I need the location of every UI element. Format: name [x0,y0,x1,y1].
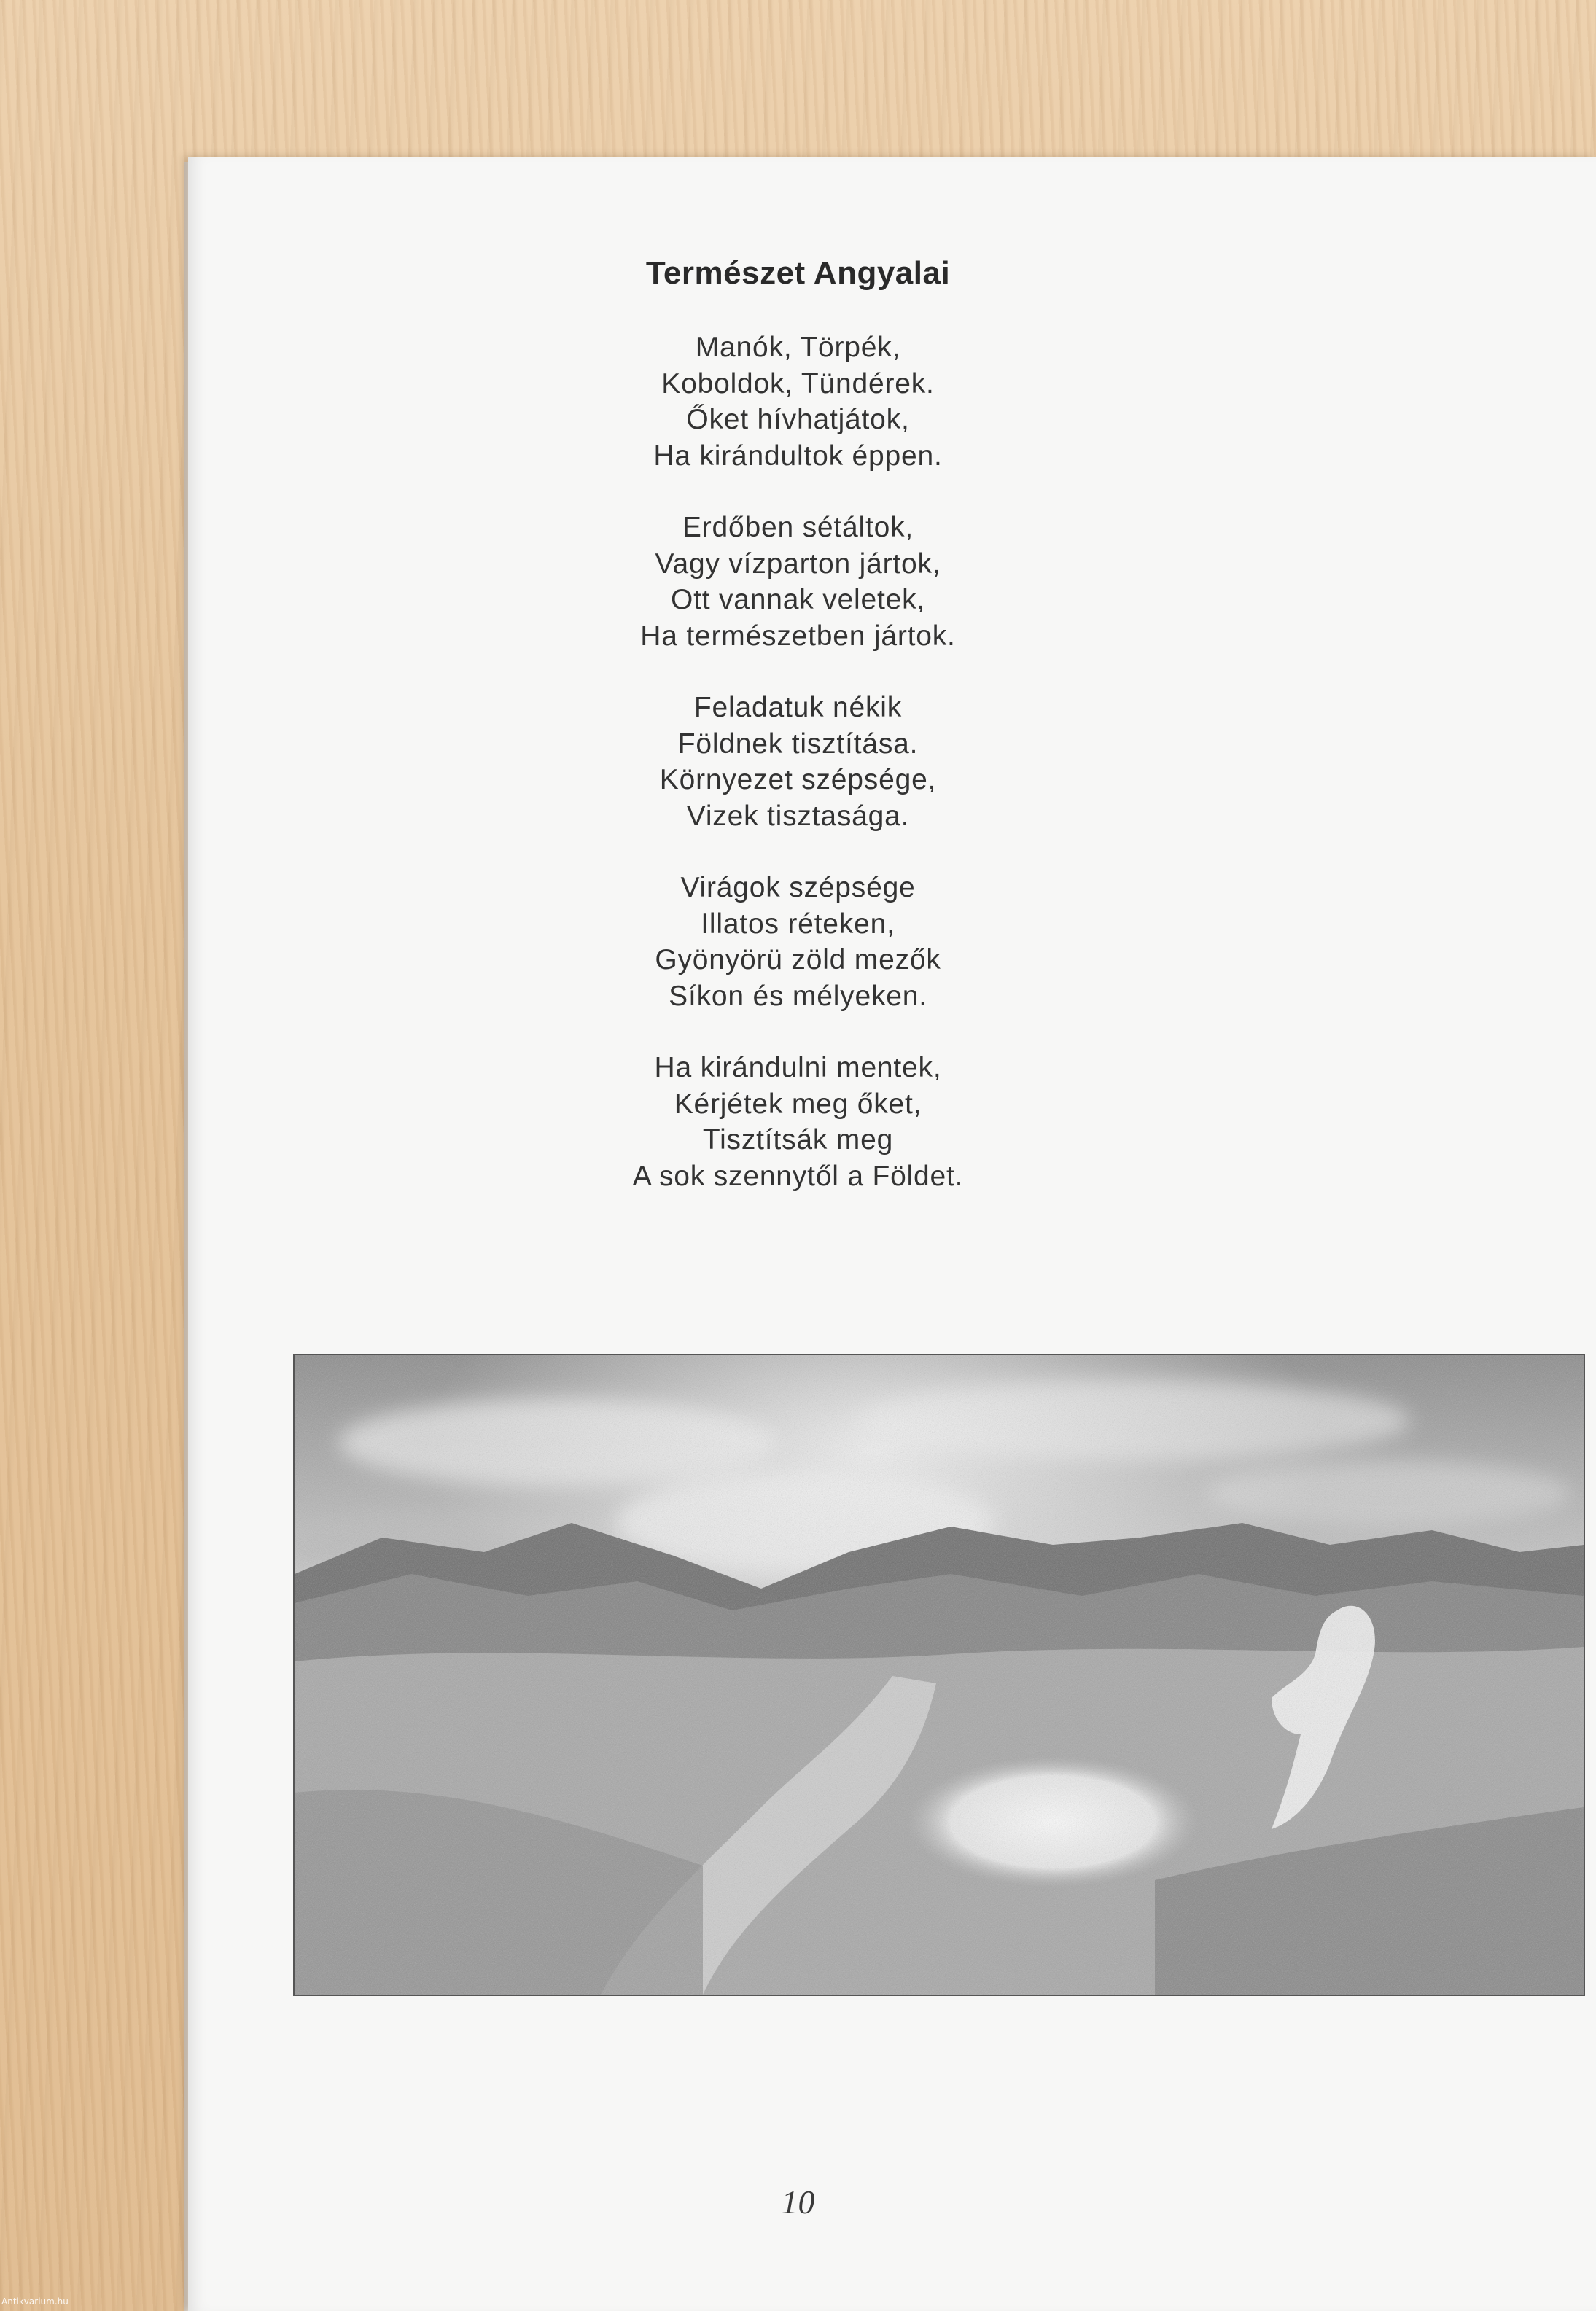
stanza-4 [0,870,1596,1014]
poem-line: Koboldok, Tündérek. [661,367,935,400]
poem-line: A sok szennytől a Földet. [632,1160,964,1192]
poem-line: Illatos réteken, [701,908,895,940]
poem-line: Ha kirándulni mentek, [654,1052,942,1083]
poem-line: Vizek tisztasága. [686,800,910,832]
poem-line: Síkon és mélyeken. [669,980,927,1012]
poem-line: Kérjétek meg őket, [674,1088,922,1120]
watermark: Antikvarium.hu [1,2296,69,2307]
poem-line: Erdőben sétáltok, [682,512,914,543]
poem-line: Ha kirándultok éppen. [653,440,943,472]
poem-line: Manók, Törpék, [695,332,901,363]
poem-line: Környezet szépsége, [659,764,937,795]
page-number: 10 [781,2183,815,2221]
poem-line: Ha természetben jártok. [640,620,956,652]
poem-line: Őket hívhatjátok, [686,404,910,435]
poem-line: Földnek tisztítása. [677,728,919,760]
poem-title: Természet Angyalai [645,255,951,291]
poem-line: Vagy vízparton jártok, [655,547,941,580]
poem-line: Tisztítsák meg [702,1124,894,1156]
landscape-illustration [293,1354,1585,1996]
poem-line: Ott vannak veletek, [670,584,926,615]
poem-body [0,330,1596,1230]
stanza-1 [0,330,1596,474]
poem-line: Feladatuk nékik [693,692,903,723]
stanza-5 [0,1050,1596,1194]
poem-line: Virágok szépsége [680,872,916,903]
poem-line: Gyönyörü zöld mezők [655,944,941,975]
stanza-2 [0,510,1596,654]
painting-image [295,1355,1584,1995]
stanza-3 [0,690,1596,834]
